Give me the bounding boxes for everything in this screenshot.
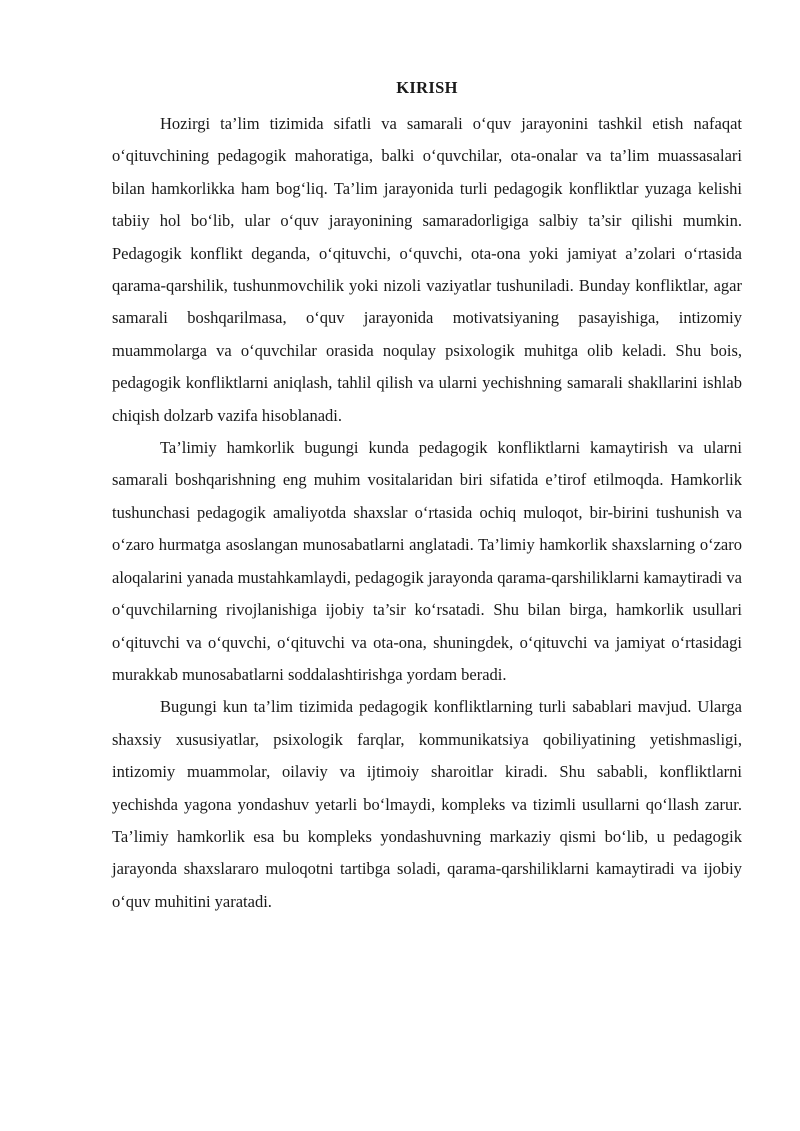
paragraph-3: Bugungi kun ta’lim tizimida pedagogik konfliktlarning turli sabablari mavjud. Ularga shaxsiy xususiyatlar, psixologik farqlar, kommunikatsiya qobiliyatining yetishmasligi, intizomiy muammolar, oilaviy va ijtimoiy sharoitlar kiradi. Shu sababli, konfliktlarni yechishda yagona yondashuv yetarli bo‘lmaydi, kompleks va tizimli usullarni qo‘llash zarur. Ta’limiy hamkorlik esa bu kompleks yondashuvning markaziy qismi bo‘lib, u pedagogik jarayonda shaxslararo muloqotni tartibga soladi, qarama-qarshiliklarni kamaytiradi va ijobiy o‘quv muhitini yaratadi. [112, 697, 742, 911]
document-page [112, 74, 742, 918]
paragraph-2: Ta’limiy hamkorlik bugungi kunda pedagogik konfliktlarni kamaytirish va ularni samarali boshqarishning eng muhim vositalaridan biri sifatida e’tirof etilmoqda. Hamkorlik tushunchasi pedagogik amaliyotda shaxslar o‘rtasida ochiq muloqot, bir-birini tushunish va o‘zaro hurmatga asoslangan munosabatlarni anglatadi. Ta’limiy hamkorlik shaxslarning o‘zaro aloqalarini yanada mustahkamlaydi, pedagogik jarayonda qarama-qarshiliklarni kamaytiradi va o‘quvchilarning rivojlanishiga ijobiy ta’sir ko‘rsatadi. Shu bilan birga, hamkorlik usullari o‘qituvchi va o‘quvchi, o‘qituvchi va ota-ona, shuningdek, o‘qituvchi va jamiyat o‘rtasidagi murakkab munosabatlarni soddalashtirishga yordam beradi. [112, 438, 742, 684]
section-title: KIRISH [396, 78, 458, 97]
paragraph-1: Hozirgi ta’lim tizimida sifatli va samarali o‘quv jarayonini tashkil etish nafaqat o‘qituvchining pedagogik mahoratiga, balki o‘quvchilar, ota-onalar va ta’lim muassasalari bilan hamkorlikka ham bog‘liq. Ta’lim jarayonida turli pedagogik konfliktlar yuzaga kelishi tabiiy hol bo‘lib, ular o‘quv jarayonining samaradorligiga salbiy ta’sir qilishi mumkin. Pedagogik konflikt deganda, o‘qituvchi, o‘quvchi, ota-ona yoki jamiyat a’zolari o‘rtasida qarama-qarshilik, tushunmovchilik yoki nizoli vaziyatlar tushuniladi. Bunday konfliktlar, agar samarali boshqarilmasa, o‘quv jarayonida motivatsiyaning pasayishiga, intizomiy muammolarga va o‘quvchilar orasida noqulay psixologik muhitga olib keladi. Shu bois, pedagogik konfliktlarni aniqlash, tahlil qilish va ularni yechishning samarali shakllarini ishlab chiqish dolzarb vazifa hisoblanadi. [112, 114, 742, 425]
